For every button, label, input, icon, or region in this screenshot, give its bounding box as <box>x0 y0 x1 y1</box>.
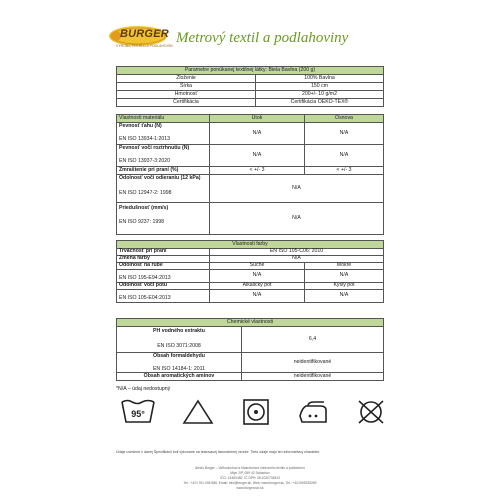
material-row-warp: < +/- 3 <box>210 167 305 175</box>
material-row-value: N/A <box>210 203 384 235</box>
material-row-warp: N/A <box>210 145 305 167</box>
param-value: 100% Bavlna <box>256 75 384 83</box>
color-rub-dry-value: N/A <box>210 270 305 283</box>
param-value: Certifikácia OEKO-TEX® <box>256 99 384 107</box>
color-wash-value: EN ISO 105-C06: 2010 <box>210 249 384 256</box>
color-sweat-acid-value: N/A <box>305 290 384 303</box>
wash-95-icon <box>120 398 156 426</box>
page-title: Metrový textil a podlahoviny <box>176 30 349 46</box>
color-sweat-acid-header: Kyslý pot <box>305 283 384 290</box>
website-link[interactable]: www.burgerovo.sk <box>236 486 264 490</box>
parameters-table <box>116 66 384 107</box>
param-label: Zloženie <box>117 75 256 83</box>
color-change-label: Zmena farby <box>117 256 210 263</box>
material-row-label: Odolnosť voči odieraniu (12 kPa) <box>119 175 201 181</box>
material-row-label: Priedušnosť (mm/s) <box>119 205 169 211</box>
color-sweat-alk-value: N/A <box>210 290 305 303</box>
address-line: Mlyn 2/P, 059 42 Svitachov <box>230 471 270 475</box>
chemical-properties-table <box>116 318 384 381</box>
company-line: Alexis Burger – Veľkoobchod a Maloobchod metrového textilu a podlahovín <box>195 466 305 470</box>
parameters-title: Parametre ponúkanej textilnej látky: Biela Bavlna (200 g) <box>117 67 384 75</box>
param-value: 150 cm <box>256 83 384 91</box>
color-change-value: N/A <box>210 256 384 263</box>
color-rub-wet-value: N/A <box>305 270 384 283</box>
color-rub-wet-header: Mokré <box>305 263 384 270</box>
color-properties-table <box>116 240 384 303</box>
color-sweat-label: Odolnosť voči potu <box>117 283 210 290</box>
material-properties-table <box>116 114 384 235</box>
param-value: 200+/- 10 g/m2 <box>256 91 384 99</box>
no-dry-clean-icon <box>356 398 386 426</box>
disclaimer-text: Údaje uvedené v danej Špecifikácii boli vykonané na testovacej laboratórnej vzorke. Tieto údaje majú len informatívny charakter. <box>116 450 320 454</box>
chem-row-value: 6,4 <box>242 327 384 353</box>
material-row-standard: EN ISO 13934-1:2013 <box>119 135 171 142</box>
chem-row-label: PH vodného extraktu <box>153 328 205 334</box>
chem-row-label: Obsah formaldehydu <box>153 353 205 359</box>
param-label: Certifikácia <box>117 99 256 107</box>
material-row-label: Pevnosť ťahu (N) <box>119 123 162 129</box>
material-row-label: Pevnosť voči roztrhnutiu (N) <box>119 145 190 151</box>
param-label: Šírka <box>117 83 256 91</box>
tumble-dry-icon <box>242 398 270 426</box>
care-icons <box>116 398 396 428</box>
chem-row-standard: EN ISO 3071:2008 <box>157 342 201 349</box>
color-rub-standard: EN ISO 195-E94:2013 <box>117 270 210 283</box>
ico-line: IČO: 14483482, IČ DPH: SK1020734813 <box>220 476 280 480</box>
contact-line: Tel.: +421 911 005 888, Email: info@burger.sk, Web: www.burgeri.sk, Tel.: +421949335269 <box>183 481 317 485</box>
material-col-warp: Útok <box>210 115 305 123</box>
color-sweat-alk-header: Alkalický pot <box>210 283 305 290</box>
color-rub-label: Odolnosť na rube <box>117 263 210 270</box>
logo-subtitle: VÝROBA TEXTÍLU A PODLAHOVÍN <box>116 44 173 48</box>
material-row-value: N/A <box>210 175 384 203</box>
param-label: Hmotnosť <box>117 91 256 99</box>
chem-row-value: neidentifikované <box>242 353 384 373</box>
chem-row-value: neidentifikované <box>242 373 384 381</box>
wash-temperature: 95° <box>131 409 145 419</box>
material-row-label: Zmraštenie pri praní (%) <box>117 167 210 175</box>
material-row-standard: EN ISO 13937-3:2020 <box>119 157 171 164</box>
material-row-weft: N/A <box>305 145 384 167</box>
material-row-standard: EN ISO 9237: 1998 <box>119 218 164 225</box>
iron-icon <box>296 398 332 426</box>
material-col-weft: Osnova <box>305 115 384 123</box>
na-footnote: *N/A – údaj nedostupný <box>116 386 171 392</box>
bleach-triangle-icon <box>182 398 214 426</box>
color-rub-dry-header: Suché <box>210 263 305 270</box>
material-row-warp: N/A <box>210 123 305 145</box>
chem-row-standard: EN ISO 14184-1: 2011 <box>152 365 206 372</box>
material-col-label: Vlastnosti materiálu <box>117 115 210 123</box>
color-title: Vlastnosti farby <box>117 241 384 249</box>
material-row-weft: < +/- 3 <box>305 167 384 175</box>
material-row-weft: N/A <box>305 123 384 145</box>
material-row-standard: EN ISO 12947-2: 1998 <box>119 189 172 196</box>
color-wash-label: Trvácnosť pri praní <box>117 249 210 256</box>
chem-row-label: Obsah aromatických amínov <box>117 373 242 381</box>
color-sweat-standard: EN ISO 105-E04:2013 <box>117 290 210 303</box>
logo-text: BURGER <box>120 28 169 40</box>
chem-title: Chemické vlastnosti <box>117 319 384 327</box>
